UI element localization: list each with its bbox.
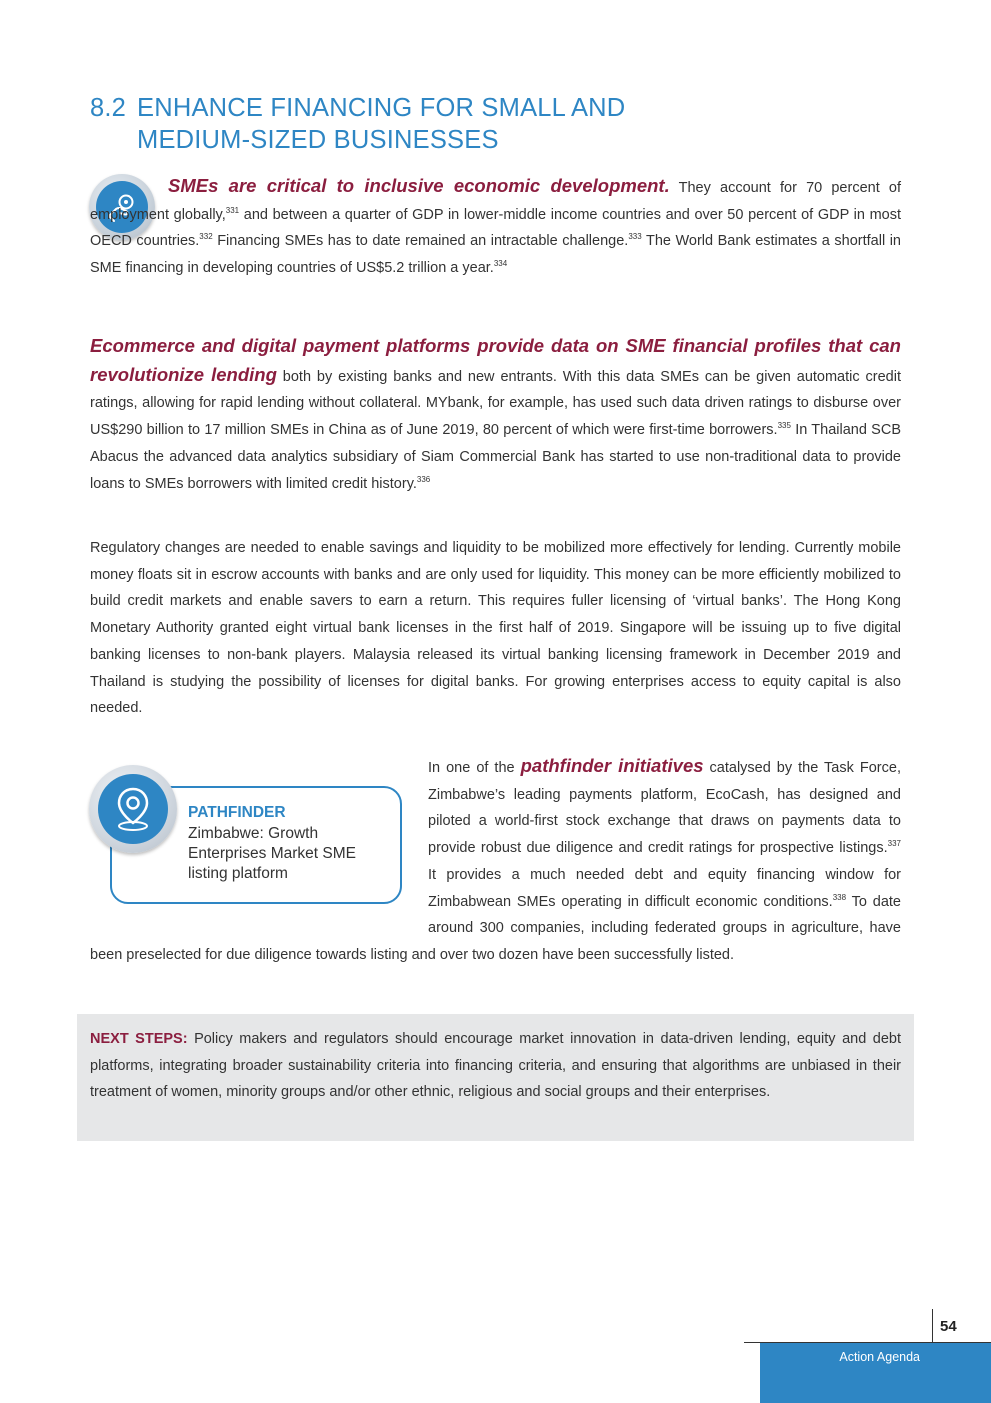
- section-heading: [90, 92, 625, 156]
- paragraph-ecommerce: [90, 333, 901, 497]
- pathfinder-text-1: catalysed by the Task Force, Zimbabwe’s leading payments platform, EcoCash, has designed and piloted a world-first stock exchange that draws on payments data to provide robust due diligence and credit ratings for prospective listings.: [428, 760, 901, 857]
- footnote-333: 333: [628, 232, 642, 242]
- p2-text-2: In Thailand SCB Abacus the advanced data analytics subsidiary of Siam Commercial Bank has started to use non-traditional data to provide loans to SMEs borrowers with limited credit history.: [90, 422, 901, 492]
- footnote-332: 332: [199, 232, 213, 242]
- pathfinder-text-2: It provides a much needed debt and equity financing window for Zimbabwean SMEs operating in difficult economic conditions.: [428, 866, 901, 910]
- p1-text-2: and between a quarter of GDP in lower-middle income countries and over 50 percent of GDP in most OECD countries.: [90, 206, 901, 250]
- footnote-331: 331: [225, 205, 240, 215]
- section-number: 8.2: [90, 94, 127, 122]
- p2-text-1: both by existing banks and new entrants. With this data SMEs can be given automatic credit ratings, allowing for rapid lending without collateral. MYbank, for example, has used such data driven ratings to disburse over US$290 billion to 17 million SMEs in China as of June 2019, 80 percent of which were first-time borrowers.: [90, 368, 901, 439]
- pathfinder-label: PATHFINDER: [188, 804, 286, 821]
- next-steps-label: NEXT STEPS:: [90, 1031, 188, 1047]
- footnote-337: 337: [887, 839, 901, 849]
- heading-line-2: MEDIUM-SIZED BUSINESSES: [137, 126, 499, 154]
- p1-text-3: Financing SMEs has to date remained an intractable challenge.: [212, 233, 629, 250]
- lead-smes: SMEs are critical to inclusive economic development.: [168, 175, 670, 196]
- pathfinder-text-3: To date around 300 companies, including federated groups in agriculture, have been preselected for due diligence towards listing and over two dozen have been successfully listed.: [90, 893, 901, 963]
- paragraph-smes: [90, 173, 901, 282]
- pathfinder-title: Zimbabwe: Growth Enterprises Market SME listing platform: [188, 825, 356, 882]
- p1-text-1: They account for 70 percent of employment globally,: [90, 180, 901, 223]
- p1-text-4: The World Bank estimates a shortfall in SME financing in developing countries of US$5.2 trillion a year.: [90, 233, 901, 277]
- lead-ecommerce: Ecommerce and digital payment platforms provide data on SME financial profiles that can revolutionize lending: [90, 335, 901, 385]
- paragraph-pathfinder-initiatives-right: [90, 753, 901, 969]
- footer-section-label: Action Agenda: [839, 1350, 920, 1364]
- footnote-336: 336: [416, 474, 431, 484]
- paragraph-regulatory: Regulatory changes are needed to enable savings and liquidity to be mobilized more effectively for lending. Currently mobile money floats sit in escrow accounts with banks and are only used for liquidity. This money can be more efficiently mobilized to build credit markets and enable savers to earn a return. This requires fuller licensing of ‘virtual banks’. The Hong Kong Monetary Authority granted eight virtual bank licenses in the first half of 2019. Singapore will be issuing up to five digital banking licenses to non-bank players. Malaysia released its virtual banking licensing framework in December 2019 and Thailand is studying the possibility of licenses for digital banks. For growing enterprises access to equity capital is also needed.: [90, 540, 901, 717]
- footnote-335: 335: [777, 421, 791, 431]
- footnote-334: 334: [493, 259, 508, 269]
- next-steps-text: [90, 1026, 901, 1106]
- lead-pathfinder: pathfinder initiatives: [520, 755, 704, 776]
- next-steps-body: Policy makers and regulators should encourage market innovation in data-driven lending, equity and debt platforms, integrating broader sustainability criteria into financing criteria, and ensuring that algorithms are unbiased in their treatment of women, minority groups and/or other ethnic, religious and social groups and their enterprises.: [90, 1031, 901, 1101]
- heading-line-1: ENHANCE FINANCING FOR SMALL AND: [137, 94, 626, 122]
- footnote-338: 338: [832, 892, 847, 902]
- pathfinder-pre: In one of the: [428, 760, 521, 776]
- page-number: 54: [940, 1318, 957, 1335]
